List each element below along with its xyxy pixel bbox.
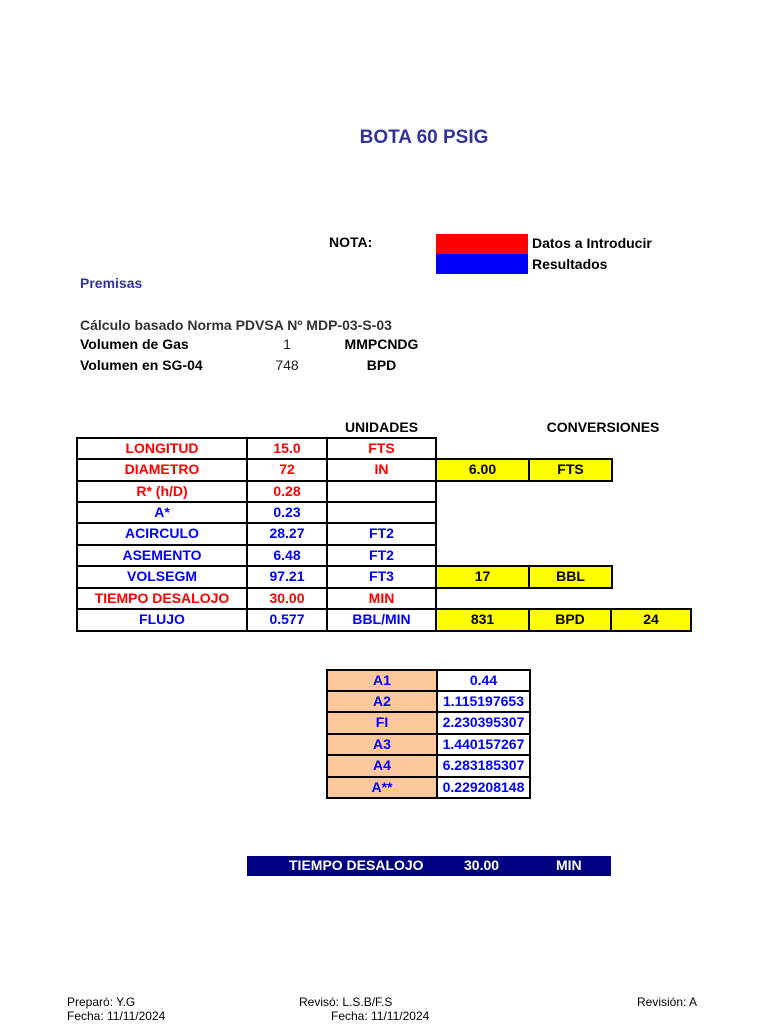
- row-unit-longitud: FTS: [368, 440, 395, 456]
- aux-value-a1: 0.44: [469, 672, 498, 688]
- row-name-diametro: DIAMETRO: [124, 461, 200, 477]
- row-value-longitud[interactable]: 15.0: [273, 440, 301, 456]
- row-value-diametro[interactable]: 72: [279, 461, 295, 477]
- input-color-swatch: [436, 234, 528, 254]
- premisas-heading: Premisas: [80, 275, 143, 291]
- footer-prepared-date: Fecha: 11/11/2024: [67, 1009, 166, 1023]
- footer-prepared-by: Preparó: Y.G: [67, 995, 136, 1009]
- footer-reviewed-date: Fecha: 11/11/2024: [331, 1009, 430, 1023]
- flujo-conv-unit-text: BPD: [555, 611, 585, 627]
- row-unit-volsegm: FT3: [369, 568, 394, 584]
- aux-name-a-double-star: A**: [371, 779, 393, 795]
- row-name-acirculo: ACIRCULO: [125, 525, 199, 541]
- banner-label: TIEMPO DESALOJO: [289, 857, 424, 873]
- footer-revision: Revisión: A: [637, 995, 698, 1009]
- diametro-conv-value-text: 6.00: [468, 461, 497, 477]
- row-unit-diametro: IN: [374, 461, 389, 477]
- legend-result-label: Resultados: [532, 256, 608, 272]
- footer-reviewed-by: Revisó: L.S.B/F.S: [299, 995, 393, 1009]
- legend-input-label: Datos a Introducir: [532, 235, 652, 251]
- gas-volume-value: 1: [283, 336, 291, 352]
- gas-volume-unit: MMPCNDG: [344, 336, 419, 352]
- banner-unit: MIN: [556, 857, 582, 873]
- row-value-r[interactable]: 0.28: [273, 483, 301, 499]
- row-value-tiempo-desalojo[interactable]: 30.00: [269, 590, 305, 606]
- row-value-acirculo: 28.27: [269, 525, 305, 541]
- conversions-header: CONVERSIONES: [546, 419, 660, 435]
- row-unit-flujo: BBL/MIN: [352, 611, 411, 627]
- row-name-r: R* (h/D): [136, 483, 188, 499]
- row-name-tiempo-desalojo: TIEMPO DESALOJO: [94, 590, 230, 606]
- sg04-volume-unit: BPD: [366, 357, 397, 373]
- aux-name-a4: A4: [373, 757, 391, 773]
- gas-volume-label: Volumen de Gas: [80, 336, 189, 352]
- aux-name-a1: A1: [373, 672, 391, 688]
- row-name-asemento: ASEMENTO: [122, 547, 202, 563]
- row-unit-tiempo-desalojo: MIN: [368, 590, 395, 606]
- units-header: UNIDADES: [344, 419, 419, 435]
- aux-value-a-double-star: 0.229208148: [442, 779, 525, 795]
- aux-value-a3: 1.440157267: [442, 736, 525, 752]
- row-unit-acirculo: FT2: [369, 525, 394, 541]
- sg04-volume-value: 748: [275, 357, 299, 373]
- volsegm-conv-unit-text: BBL: [556, 568, 585, 584]
- diametro-conv-unit-text: FTS: [557, 461, 584, 477]
- row-value-a-star: 0.23: [273, 504, 301, 520]
- row-value-flujo: 0.577: [269, 611, 305, 627]
- legend-label: NOTA:: [329, 234, 373, 250]
- result-color-swatch: [436, 254, 528, 274]
- row-name-volsegm: VOLSEGM: [126, 568, 197, 584]
- row-name-a-star: A*: [154, 504, 170, 520]
- row-name-longitud: LONGITUD: [125, 440, 199, 456]
- page-title: BOTA 60 PSIG: [359, 127, 489, 148]
- aux-name-a3: A3: [373, 736, 391, 752]
- row-value-volsegm: 97.21: [269, 568, 305, 584]
- aux-value-a4: 6.283185307: [442, 757, 525, 773]
- flujo-conv-value-text: 831: [470, 611, 495, 627]
- result-banner: [247, 856, 611, 876]
- sg04-volume-label: Volumen en SG-04: [80, 357, 203, 373]
- aux-value-a2: 1.115197653: [443, 693, 524, 709]
- aux-name-fi: FI: [375, 714, 389, 730]
- row-value-asemento: 6.48: [273, 547, 301, 563]
- aux-name-a2: A2: [373, 693, 391, 709]
- row-name-flujo: FLUJO: [139, 611, 185, 627]
- volsegm-conv-value-text: 17: [474, 568, 491, 584]
- flujo-conv-extra-text: 24: [643, 611, 659, 627]
- calculation-basis: Cálculo basado Norma PDVSA Nº MDP-03-S-03: [80, 317, 392, 333]
- row-unit-asemento: FT2: [369, 547, 394, 563]
- aux-value-fi: 2.230395307: [442, 714, 525, 730]
- banner-value: 30.00: [464, 857, 500, 873]
